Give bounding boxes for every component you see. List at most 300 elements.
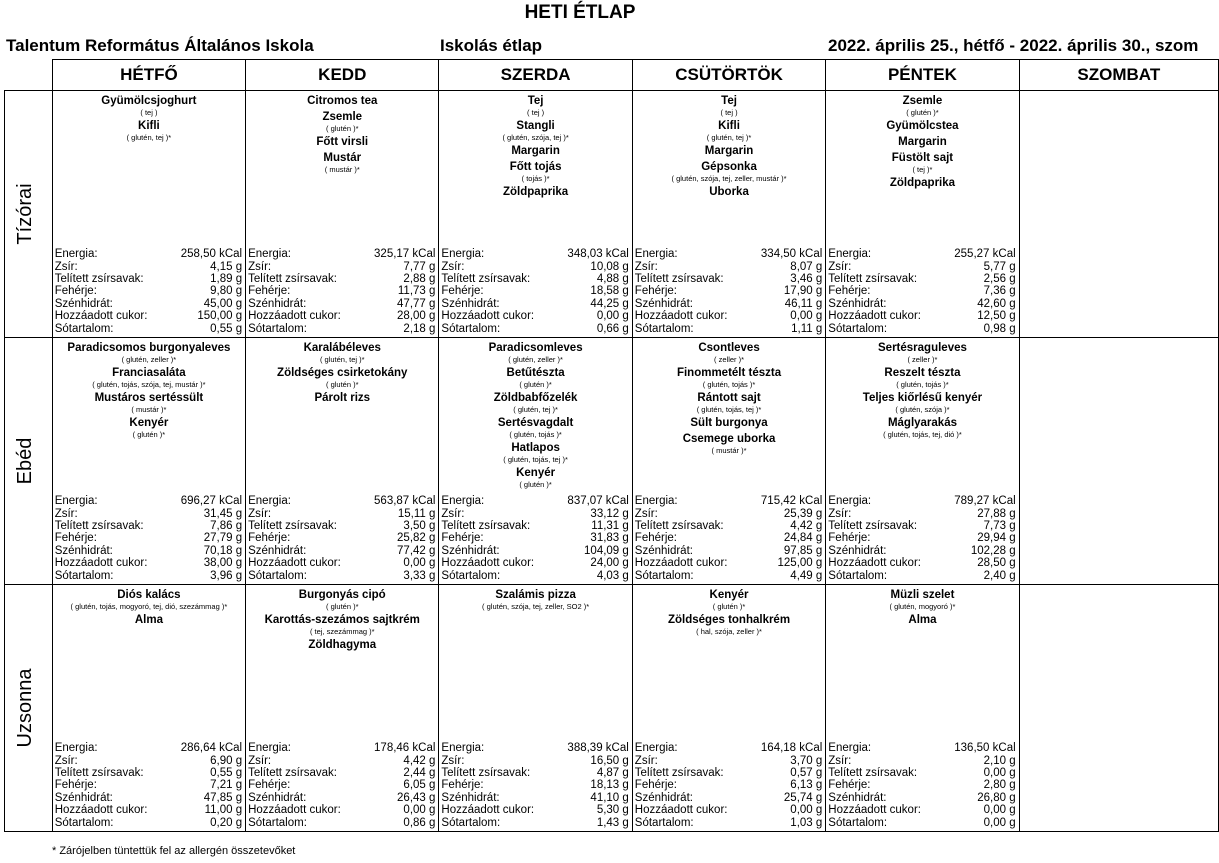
nutrition-row bbox=[55, 532, 242, 544]
nutrient-value: 4,42 g bbox=[403, 754, 436, 767]
nutrient-value: 7,77 g bbox=[403, 260, 436, 273]
nutrition-row bbox=[635, 557, 822, 569]
nutrient-label: Telített zsírsavak: bbox=[54, 767, 144, 780]
dish-list bbox=[826, 338, 1018, 439]
nutrient-label: Telített zsírsavak: bbox=[634, 273, 724, 286]
nutrition-row bbox=[55, 755, 242, 767]
nutrient-value: 0,55 g bbox=[210, 767, 243, 780]
nutrient-value: 10,08 g bbox=[590, 260, 629, 273]
nutrient-label: Telített zsírsavak: bbox=[54, 273, 144, 286]
dish-name: Zöldséges csirketokány bbox=[277, 367, 408, 379]
dish-name: Sült burgonya bbox=[690, 417, 768, 429]
dish-name: Zsemle bbox=[902, 95, 943, 107]
nutrition-row bbox=[441, 755, 628, 767]
dish-allergens: ( mustár )* bbox=[131, 405, 167, 414]
nutrient-value: 8,07 g bbox=[790, 260, 823, 273]
nutrition-row bbox=[828, 261, 1015, 273]
meal-name-cell bbox=[5, 91, 53, 338]
nutrition-row bbox=[248, 532, 435, 544]
nutrient-value: 18,58 g bbox=[590, 285, 629, 298]
nutrition-row bbox=[248, 557, 435, 569]
nutrition-row bbox=[441, 248, 628, 260]
nutrition-row bbox=[441, 323, 628, 335]
nutrient-value: 258,50 kCal bbox=[180, 248, 243, 261]
nutrient-value: 4,15 g bbox=[210, 260, 243, 273]
nutrient-label: Zsír: bbox=[634, 754, 658, 767]
nutrition-row bbox=[55, 285, 242, 297]
nutrient-label: Telített zsírsavak: bbox=[634, 520, 724, 533]
nutrient-value: 24,00 g bbox=[590, 557, 629, 570]
dish-name: Mustáros sertéssült bbox=[94, 392, 204, 404]
nutrition-row bbox=[248, 248, 435, 260]
dish-allergens: ( glutén, szója, tej, zeller, mustár )* bbox=[671, 174, 787, 183]
dish-allergens: ( glutén, tej )* bbox=[319, 355, 365, 364]
nutrient-label: Energia: bbox=[248, 248, 291, 261]
menu-cell bbox=[439, 91, 632, 338]
nutrient-label: Sótartalom: bbox=[828, 322, 888, 335]
nutrient-value: 33,12 g bbox=[590, 507, 629, 520]
nutrient-label: Zsír: bbox=[248, 507, 272, 520]
nutrition-row bbox=[828, 532, 1015, 544]
nutrition-row bbox=[248, 323, 435, 335]
dish-name: Szalámis pizza bbox=[495, 589, 576, 601]
nutrition-row bbox=[828, 779, 1015, 791]
dish-allergens: ( glutén, tojás, szója, tej, mustár )* bbox=[92, 380, 206, 389]
nutrient-value: 2,10 g bbox=[983, 754, 1016, 767]
nutrition-row bbox=[441, 767, 628, 779]
nutrient-value: 45,00 g bbox=[203, 297, 243, 310]
dish-name: Zöldséges tonhalkrém bbox=[668, 614, 791, 626]
nutrition-row bbox=[248, 520, 435, 532]
nutrition-row bbox=[441, 310, 628, 322]
nutrient-value: 2,18 g bbox=[403, 322, 436, 335]
dish-allergens: ( glutén, szója, tej, zeller, SO2 )* bbox=[482, 602, 590, 611]
nutrient-label: Fehérje: bbox=[634, 779, 677, 792]
dish-name: Paradicsomleves bbox=[488, 342, 583, 354]
day-header: CSÜTÖRTÖK bbox=[632, 60, 825, 91]
nutrition-row bbox=[828, 273, 1015, 285]
nutrition-row bbox=[441, 804, 628, 816]
nutrient-label: Sótartalom: bbox=[441, 569, 501, 582]
dish-name: Mustár bbox=[323, 152, 362, 164]
nutrient-label: Hozzáadott cukor: bbox=[634, 310, 728, 323]
dish-allergens: ( tej ) bbox=[720, 108, 738, 117]
nutrient-value: 136,50 kCal bbox=[954, 742, 1016, 755]
dish-name: Gyümölcsjoghurt bbox=[101, 95, 197, 107]
nutrition-row bbox=[248, 742, 435, 754]
nutrient-value: 7,36 g bbox=[983, 285, 1016, 298]
dish-name: Főtt virsli bbox=[316, 136, 369, 148]
meal-name: Uzsonna bbox=[14, 668, 36, 748]
nutrient-value: 0,00 g bbox=[983, 767, 1016, 780]
nutrient-label: Szénhidrát: bbox=[441, 791, 500, 804]
nutrient-label: Sótartalom: bbox=[634, 569, 694, 582]
nutrient-label: Energia: bbox=[828, 742, 872, 755]
nutrient-label: Energia: bbox=[828, 495, 872, 508]
nutrient-label: Telített zsírsavak: bbox=[54, 520, 144, 533]
day-header: SZERDA bbox=[439, 60, 632, 91]
nutrition-row bbox=[248, 779, 435, 791]
nutrient-value: 12,50 g bbox=[977, 310, 1016, 323]
nutrient-value: 0,00 g bbox=[983, 816, 1016, 829]
meal-row bbox=[5, 91, 1219, 338]
nutrient-label: Sótartalom: bbox=[248, 816, 307, 829]
nutrient-value: 0,86 g bbox=[403, 816, 436, 829]
nutrient-value: 388,39 kCal bbox=[567, 742, 629, 755]
dish-name: Alma bbox=[908, 614, 937, 626]
dish-list bbox=[246, 585, 438, 655]
nutrient-value: 5,77 g bbox=[983, 260, 1016, 273]
nutrition-facts bbox=[55, 248, 242, 335]
nutrient-label: Szénhidrát: bbox=[441, 297, 500, 310]
nutrient-label: Energia: bbox=[634, 742, 678, 755]
nutrient-value: 11,73 g bbox=[397, 285, 436, 298]
nutrient-label: Energia: bbox=[248, 742, 291, 755]
nutrition-facts bbox=[248, 248, 435, 335]
nutrient-label: Telített zsírsavak: bbox=[634, 767, 724, 780]
nutrient-value: 178,46 kCal bbox=[374, 742, 436, 755]
nutrient-value: 286,64 kCal bbox=[180, 742, 243, 755]
nutrient-label: Fehérje: bbox=[634, 532, 677, 545]
nutrition-row bbox=[635, 767, 822, 779]
nutrition-row bbox=[635, 285, 822, 297]
nutrient-value: 11,31 g bbox=[591, 520, 629, 533]
nutrient-label: Zsír: bbox=[634, 507, 658, 520]
nutrition-row bbox=[248, 792, 435, 804]
nutrition-facts bbox=[828, 742, 1015, 829]
nutrient-label: Energia: bbox=[634, 248, 678, 261]
nutrient-value: 837,07 kCal bbox=[567, 495, 629, 508]
dish-name: Kifli bbox=[718, 120, 740, 132]
dish-list bbox=[633, 585, 825, 636]
dish-allergens: ( glutén )* bbox=[519, 380, 552, 389]
saturday-empty-cell bbox=[1019, 585, 1218, 832]
dish-allergens: ( glutén )* bbox=[325, 380, 359, 389]
dish-name: Karalábéleves bbox=[303, 342, 381, 354]
nutrition-row bbox=[828, 792, 1015, 804]
nutrient-value: 2,44 g bbox=[403, 767, 436, 780]
nutrient-value: 15,11 g bbox=[397, 507, 436, 520]
menu-cell bbox=[52, 585, 245, 832]
nutrition-facts bbox=[441, 248, 628, 335]
nutrient-label: Szénhidrát: bbox=[248, 297, 307, 310]
nutrient-label: Szénhidrát: bbox=[248, 544, 307, 557]
nutrient-value: 47,77 g bbox=[397, 297, 436, 310]
nutrient-label: Szénhidrát: bbox=[634, 791, 693, 804]
nutrient-value: 31,83 g bbox=[590, 532, 629, 545]
menu-table bbox=[4, 59, 1219, 832]
date-range: 2022. április 25., hétfő - 2022. április 30., szom bbox=[828, 36, 1199, 55]
nutrition-row bbox=[441, 792, 628, 804]
nutrient-value: 47,85 g bbox=[203, 791, 243, 804]
nutrient-label: Hozzáadott cukor: bbox=[54, 310, 148, 323]
nutrient-value: 18,13 g bbox=[590, 779, 629, 792]
nutrient-label: Energia: bbox=[441, 495, 485, 508]
dish-allergens: ( glutén, zeller )* bbox=[508, 355, 563, 364]
nutrient-value: 0,57 g bbox=[790, 767, 823, 780]
meal-name-cell bbox=[5, 585, 53, 832]
nutrient-value: 26,43 g bbox=[397, 791, 436, 804]
nutrient-label: Energia: bbox=[441, 742, 485, 755]
nutrition-facts bbox=[828, 248, 1015, 335]
nutrient-value: 38,00 g bbox=[203, 557, 243, 570]
nutrient-value: 0,00 g bbox=[403, 557, 436, 570]
nutrient-value: 2,88 g bbox=[403, 273, 436, 286]
nutrition-row bbox=[55, 273, 242, 285]
nutrient-label: Fehérje: bbox=[54, 285, 97, 298]
nutrient-value: 255,27 kCal bbox=[954, 248, 1016, 261]
nutrient-value: 11,00 g bbox=[204, 804, 243, 817]
nutrition-row bbox=[828, 310, 1015, 322]
dish-allergens: ( glutén, tojás )* bbox=[896, 380, 949, 389]
nutrient-label: Fehérje: bbox=[441, 532, 484, 545]
dish-name: Uborka bbox=[709, 186, 749, 198]
menu-cell bbox=[246, 338, 439, 585]
dish-name: Csontleves bbox=[698, 342, 760, 354]
nutrition-row bbox=[635, 779, 822, 791]
nutrition-row bbox=[55, 545, 242, 557]
nutrient-label: Sótartalom: bbox=[828, 816, 888, 829]
nutrient-label: Telített zsírsavak: bbox=[248, 273, 337, 286]
nutrient-label: Energia: bbox=[54, 495, 98, 508]
nutrient-value: 26,80 g bbox=[977, 791, 1016, 804]
saturday-empty-cell bbox=[1019, 338, 1218, 585]
dish-list bbox=[826, 91, 1018, 193]
dish-name: Diós kalács bbox=[117, 589, 181, 601]
nutrition-row bbox=[55, 495, 242, 507]
nutrient-value: 0,66 g bbox=[596, 322, 629, 335]
nutrition-row bbox=[55, 817, 242, 829]
nutrient-label: Fehérje: bbox=[828, 779, 871, 792]
nutrient-value: 715,42 kCal bbox=[760, 495, 823, 508]
dish-allergens: ( glutén, zeller )* bbox=[121, 355, 177, 364]
dish-name: Kifli bbox=[138, 120, 160, 132]
nutrient-label: Hozzáadott cukor: bbox=[828, 804, 921, 817]
nutrient-label: Sótartalom: bbox=[248, 569, 307, 582]
nutrition-row bbox=[55, 557, 242, 569]
nutrient-label: Fehérje: bbox=[828, 532, 871, 545]
dish-name: Citromos tea bbox=[307, 95, 378, 107]
nutrient-label: Fehérje: bbox=[441, 779, 484, 792]
day-header: HÉTFŐ bbox=[52, 60, 245, 91]
nutrient-value: 7,86 g bbox=[210, 520, 243, 533]
nutrition-row bbox=[635, 310, 822, 322]
dish-name: Karottás-szezámos sajtkrém bbox=[264, 614, 420, 626]
dish-name: Finommetélt tészta bbox=[676, 367, 782, 379]
dish-name: Főtt tojás bbox=[509, 161, 562, 173]
nutrient-label: Zsír: bbox=[54, 754, 78, 767]
nutrient-label: Sótartalom: bbox=[54, 816, 114, 829]
nutrition-facts bbox=[248, 495, 435, 582]
nutrient-value: 0,00 g bbox=[983, 804, 1016, 817]
nutrient-value: 1,43 g bbox=[596, 816, 629, 829]
dish-name: Párolt rizs bbox=[314, 392, 371, 404]
nutrition-row bbox=[248, 767, 435, 779]
nutrient-value: 3,50 g bbox=[403, 520, 436, 533]
dish-allergens: ( zeller )* bbox=[714, 355, 745, 364]
nutrient-value: 325,17 kCal bbox=[374, 248, 436, 261]
nutrient-label: Fehérje: bbox=[248, 532, 291, 545]
nutrition-row bbox=[248, 285, 435, 297]
dish-list bbox=[53, 585, 245, 630]
nutrient-label: Telített zsírsavak: bbox=[828, 767, 918, 780]
nutrition-row bbox=[635, 323, 822, 335]
dish-name: Teljes kiőrlésű kenyér bbox=[862, 392, 983, 404]
nutrient-label: Energia: bbox=[54, 742, 98, 755]
nutrition-row bbox=[55, 520, 242, 532]
nutrition-row bbox=[248, 804, 435, 816]
nutrient-value: 5,30 g bbox=[596, 804, 629, 817]
nutrient-value: 3,33 g bbox=[403, 569, 436, 582]
nutrient-value: 25,82 g bbox=[397, 532, 436, 545]
nutrient-value: 4,42 g bbox=[790, 520, 823, 533]
nutrient-label: Hozzáadott cukor: bbox=[441, 557, 535, 570]
nutrition-row bbox=[828, 755, 1015, 767]
dish-allergens: ( tej, szezámmag )* bbox=[309, 627, 375, 636]
dish-name: Müzli szelet bbox=[890, 589, 955, 601]
dish-name: Tej bbox=[527, 95, 544, 107]
nutrient-value: 6,90 g bbox=[210, 754, 243, 767]
nutrient-value: 1,89 g bbox=[210, 273, 243, 286]
nutrition-row bbox=[248, 261, 435, 273]
nutrition-row bbox=[441, 298, 628, 310]
nutrition-row bbox=[248, 755, 435, 767]
nutrition-row bbox=[828, 508, 1015, 520]
nutrient-value: 0,00 g bbox=[790, 310, 823, 323]
nutrition-row bbox=[441, 495, 628, 507]
nutrient-label: Sótartalom: bbox=[441, 322, 501, 335]
nutrient-label: Zsír: bbox=[54, 507, 78, 520]
nutrient-label: Hozzáadott cukor: bbox=[54, 557, 148, 570]
nutrient-value: 28,00 g bbox=[397, 310, 436, 323]
dish-allergens: ( tojás )* bbox=[521, 174, 550, 183]
nutrient-label: Szénhidrát: bbox=[634, 297, 693, 310]
dish-name: Csemege uborka bbox=[682, 433, 776, 445]
dish-allergens: ( glutén, tej )* bbox=[126, 133, 172, 142]
nutrition-row bbox=[55, 804, 242, 816]
nutrition-row bbox=[441, 520, 628, 532]
nutrition-row bbox=[55, 570, 242, 582]
menu-cell bbox=[439, 585, 632, 832]
dish-name: Füstölt sajt bbox=[891, 152, 954, 164]
allergen-footnote: * Zárójelben tüntettük fel az allergén összetevőket bbox=[52, 845, 296, 857]
dish-allergens: ( glutén, tej )* bbox=[706, 133, 752, 142]
dish-list bbox=[439, 585, 631, 611]
nutrient-label: Hozzáadott cukor: bbox=[54, 804, 148, 817]
nutrient-label: Sótartalom: bbox=[634, 322, 694, 335]
nutrient-label: Hozzáadott cukor: bbox=[828, 557, 921, 570]
dish-name: Zöldhagyma bbox=[308, 639, 377, 651]
nutrition-row bbox=[248, 273, 435, 285]
page-title: HETI ÉTLAP bbox=[524, 2, 636, 23]
nutrition-row bbox=[441, 508, 628, 520]
dish-list bbox=[439, 91, 631, 202]
nutrition-facts bbox=[441, 495, 628, 582]
nutrient-value: 4,87 g bbox=[596, 767, 629, 780]
nutrient-label: Hozzáadott cukor: bbox=[441, 804, 535, 817]
nutrient-value: 0,98 g bbox=[983, 322, 1016, 335]
dish-name: Burgonyás cipó bbox=[298, 589, 386, 601]
nutrient-label: Zsír: bbox=[828, 507, 852, 520]
nutrition-row bbox=[441, 570, 628, 582]
dish-allergens: ( mustár )* bbox=[324, 165, 360, 174]
nutrition-row bbox=[635, 273, 822, 285]
nutrient-label: Hozzáadott cukor: bbox=[634, 557, 728, 570]
nutrient-value: 334,50 kCal bbox=[760, 248, 823, 261]
saturday-empty-cell bbox=[1019, 91, 1218, 338]
nutrition-row bbox=[828, 557, 1015, 569]
nutrient-label: Sótartalom: bbox=[54, 569, 114, 582]
nutrient-label: Szénhidrát: bbox=[248, 791, 307, 804]
nutrition-row bbox=[55, 248, 242, 260]
nutrient-label: Sótartalom: bbox=[634, 816, 694, 829]
nutrient-label: Zsír: bbox=[248, 260, 272, 273]
dish-allergens: ( glutén, tojás, mogyoró, tej, dió, szezámmag )* bbox=[70, 602, 228, 611]
nutrient-value: 789,27 kCal bbox=[954, 495, 1016, 508]
nutrient-label: Zsír: bbox=[441, 507, 465, 520]
dish-name: Margarin bbox=[511, 145, 560, 157]
nutrition-row bbox=[828, 817, 1015, 829]
nutrient-value: 41,10 g bbox=[590, 791, 629, 804]
nutrient-value: 16,50 g bbox=[590, 754, 629, 767]
nutrition-row bbox=[828, 323, 1015, 335]
nutrient-label: Szénhidrát: bbox=[828, 544, 887, 557]
nutrient-label: Fehérje: bbox=[634, 285, 677, 298]
dish-name: Zöldbabfőzelék bbox=[493, 392, 578, 404]
day-header: SZOMBAT bbox=[1019, 60, 1218, 91]
nutrition-row bbox=[635, 545, 822, 557]
nutrition-row bbox=[248, 298, 435, 310]
dish-name: Hatlapos bbox=[511, 442, 560, 454]
nutrient-label: Zsír: bbox=[441, 754, 465, 767]
nutrient-value: 2,40 g bbox=[983, 569, 1016, 582]
nutrient-label: Zsír: bbox=[54, 260, 78, 273]
nutrient-value: 3,96 g bbox=[210, 569, 243, 582]
menu-cell bbox=[52, 338, 245, 585]
nutrient-label: Hozzáadott cukor: bbox=[634, 804, 728, 817]
menu-type: Iskolás étlap bbox=[440, 36, 543, 55]
dish-name: Kenyér bbox=[516, 467, 556, 479]
dish-name: Kenyér bbox=[709, 589, 749, 601]
dish-list bbox=[246, 338, 438, 408]
dish-allergens: ( glutén )* bbox=[906, 108, 939, 117]
nutrient-value: 6,05 g bbox=[403, 779, 436, 792]
nutrient-value: 1,11 g bbox=[791, 322, 823, 335]
nutrition-row bbox=[635, 804, 822, 816]
menu-cell bbox=[632, 338, 825, 585]
nutrition-facts bbox=[635, 742, 822, 829]
nutrient-label: Szénhidrát: bbox=[441, 544, 500, 557]
menu-cell bbox=[52, 91, 245, 338]
nutrition-row bbox=[635, 508, 822, 520]
nutrient-label: Telített zsírsavak: bbox=[248, 520, 337, 533]
nutrient-label: Energia: bbox=[828, 248, 872, 261]
nutrient-value: 46,11 g bbox=[784, 297, 823, 310]
nutrition-row bbox=[441, 779, 628, 791]
dish-allergens: ( glutén )* bbox=[325, 124, 359, 133]
nutrient-value: 696,27 kCal bbox=[180, 495, 243, 508]
dish-allergens: ( tej )* bbox=[912, 165, 933, 174]
dish-allergens: ( tej ) bbox=[140, 108, 158, 117]
nutrition-row bbox=[55, 779, 242, 791]
nutrient-value: 102,28 g bbox=[970, 544, 1016, 557]
dish-list bbox=[633, 91, 825, 202]
nutrient-label: Fehérje: bbox=[248, 779, 291, 792]
nutrient-label: Telített zsírsavak: bbox=[828, 273, 918, 286]
nutrient-label: Zsír: bbox=[248, 754, 272, 767]
nutrition-row bbox=[635, 570, 822, 582]
nutrient-value: 77,42 g bbox=[397, 544, 436, 557]
